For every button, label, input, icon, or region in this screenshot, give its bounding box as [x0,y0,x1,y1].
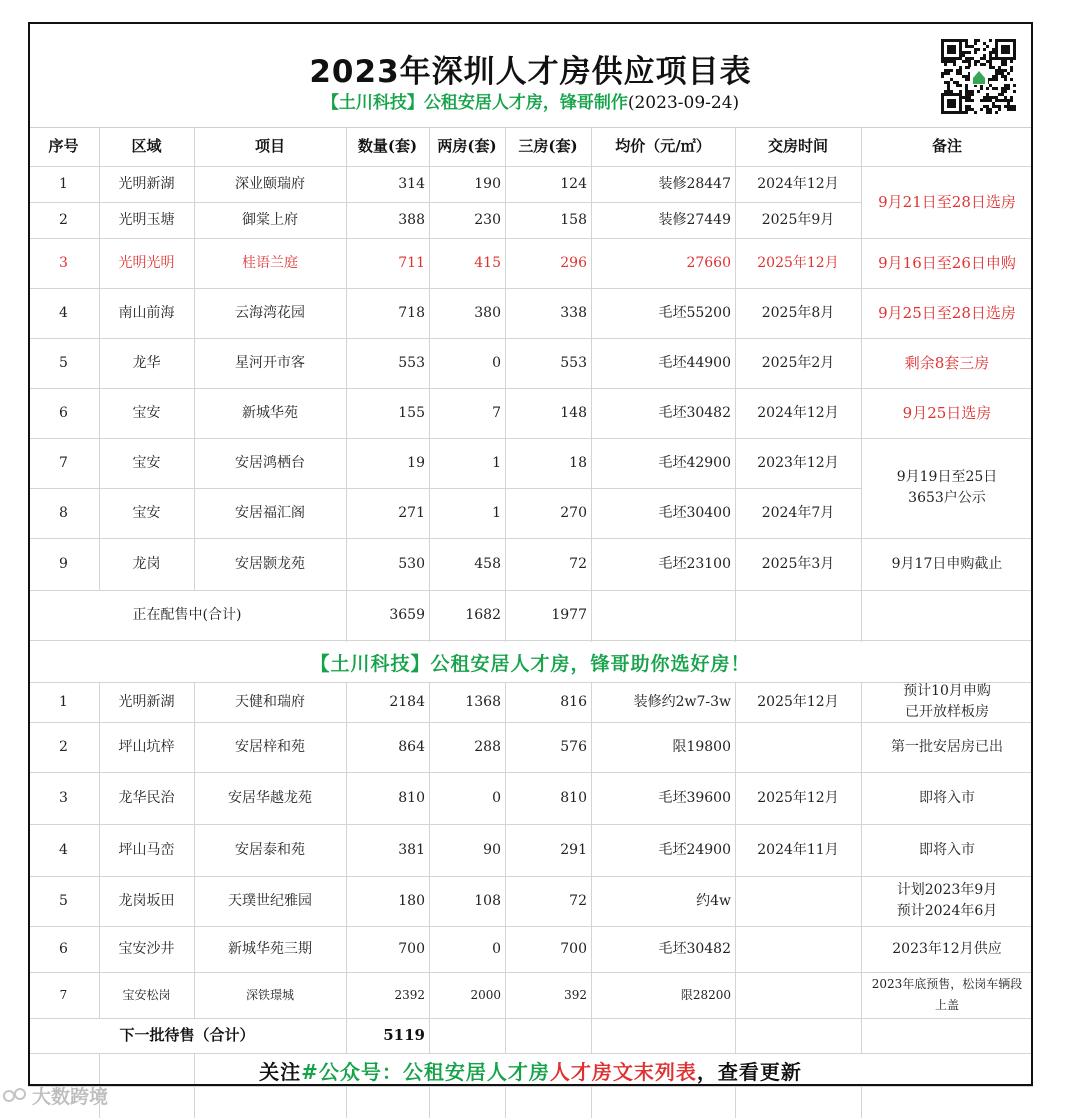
upcoming-row-4-area: 坪山马峦 [118,841,175,858]
upcoming-row-4-no: 4 [59,841,68,858]
upcoming-row-1-two: 1368 [465,693,501,710]
current-row-7-area: 宝安 [132,454,161,471]
current-row-6-count: 155 [398,404,425,421]
grid-vline [194,1086,195,1118]
grid-hline [28,1086,1033,1087]
upcoming-row-2-area: 坪山坑梓 [118,738,175,755]
watermark-text: 大数跨境 [32,1086,109,1108]
upcoming-row-7-no: 7 [59,987,68,1002]
current-row-8-project: 安居福汇阁 [235,504,305,521]
current-row-1-count: 314 [398,175,425,192]
upcoming-row-6-two: 0 [492,940,501,957]
upcoming-row-3-delivery: 2025年12月 [757,789,839,806]
note-row-3: 9月16日至26日申购 [878,253,1016,272]
current-row-9-two: 458 [474,555,501,572]
current-row-6-delivery: 2024年12月 [757,404,839,421]
upcoming-row-1-project: 天健和瑞府 [235,693,305,710]
upcoming-row-5-project: 天璞世纪雅园 [228,892,312,909]
upcoming-row-4-delivery: 2024年11月 [757,841,839,858]
upcoming-row-1-no: 1 [59,693,68,710]
current-total-two: 1682 [465,606,501,623]
current-row-2-three: 158 [560,211,587,228]
header-col-area: 区域 [131,137,162,155]
current-row-1-delivery: 2024年12月 [757,175,839,192]
current-row-5-two: 0 [492,354,501,371]
upcoming-row-7-project: 深铁璟城 [245,987,294,1002]
header-col-count: 数量(套) [357,137,418,155]
upcoming-row-2-two: 288 [474,738,501,755]
current-row-6-two: 7 [492,404,501,421]
header-col-price: 均价（元/㎡） [615,137,711,155]
current-row-9-area: 龙岗 [132,555,161,572]
upcoming-row-2-price: 限19800 [672,738,731,755]
upcoming-row-1-count: 2184 [389,693,425,710]
note-line: 9月19日至25日 [896,469,998,485]
current-row-7-project: 安居鸿栖台 [235,454,305,471]
upcoming-row-6-project: 新城华苑三期 [228,940,312,957]
upcoming-row-3-three: 810 [560,789,587,806]
upcoming-row-6-note: 2023年12月供应 [892,940,1002,957]
upcoming-row-6-no: 6 [59,940,68,957]
footer-account: #公众号：公租安居人才房 [301,1059,550,1084]
footer-part-1: 关注 [259,1059,302,1084]
current-row-1-price: 装修28447 [658,175,731,192]
upcoming-row-3-note: 即将入市 [919,789,975,806]
upcoming-total-label: 下一批待售（合计） [119,1026,255,1044]
current-row-3-project: 桂语兰庭 [242,254,298,271]
upcoming-row-2-project: 安居梓和苑 [235,738,305,755]
upcoming-row-7-area: 宝安松岗 [122,987,171,1002]
current-row-2-project: 御棠上府 [242,211,298,228]
footer-part-4: ，查看更新 [696,1059,802,1084]
spreadsheet [28,22,1033,1118]
current-row-9-project: 安居颢龙苑 [235,555,305,572]
note-line: 计划2023年9月 [896,882,998,898]
current-row-1-three: 124 [560,175,587,192]
upcoming-row-5-two: 108 [474,892,501,909]
current-row-6-price: 毛坯30482 [658,404,731,421]
current-row-4-two: 380 [474,304,501,321]
current-row-7-price: 毛坯42900 [658,454,731,471]
current-total-three: 1977 [551,606,587,623]
current-row-8-two: 1 [492,504,501,521]
upcoming-row-1-area: 光明新湖 [118,693,175,710]
grid-vline [346,1086,347,1118]
current-row-2-delivery: 2025年9月 [761,211,835,228]
current-total-label: 正在配售中(合计) [132,606,242,623]
current-row-6-no: 6 [59,404,68,421]
upcoming-row-7-count: 2392 [394,987,425,1002]
current-row-8-no: 8 [59,504,68,521]
header-col-no: 序号 [48,137,79,155]
header-col-note: 备注 [931,137,962,155]
upcoming-row-3-no: 3 [59,789,68,806]
promo-banner: 【土川科技】公租安居人才房，锋哥助你选好房！ [310,652,751,675]
note-row-4: 9月25日至28日选房 [878,303,1016,322]
note-line: 已开放样板房 [905,704,989,720]
upcoming-row-4-note: 即将入市 [919,841,975,858]
current-row-6-three: 148 [560,404,587,421]
note-line: 预计10月申购 [903,683,991,699]
upcoming-row-6-count: 700 [398,940,425,957]
current-row-9-price: 毛坯23100 [658,555,731,572]
upcoming-row-3-price: 毛坯39600 [658,789,731,806]
current-row-3-delivery: 2025年12月 [757,254,839,271]
upcoming-row-1-three: 816 [560,693,587,710]
current-row-4-price: 毛坯55200 [658,304,731,321]
upcoming-row-4-project: 安居泰和苑 [235,841,305,858]
upcoming-row-3-count: 810 [398,789,425,806]
current-row-2-two: 230 [474,211,501,228]
current-row-8-delivery: 2024年7月 [761,504,835,521]
current-row-1-two: 190 [474,175,501,192]
note-row-5: 剩余8套三房 [904,353,990,372]
current-row-8-area: 宝安 [132,504,161,521]
current-row-4-no: 4 [59,304,68,321]
grid-vline [735,1086,736,1118]
grid-vline [591,1086,592,1118]
current-row-3-no: 3 [59,254,68,271]
current-row-4-three: 338 [560,304,587,321]
current-row-9-count: 530 [398,555,425,572]
current-row-8-three: 270 [560,504,587,521]
upcoming-total-count: 5119 [383,1026,425,1044]
current-total-count: 3659 [389,606,425,623]
upcoming-row-2-no: 2 [59,738,68,755]
upcoming-row-7-price: 限28200 [680,987,731,1002]
watermark-logo-icon [2,1086,28,1106]
current-row-5-no: 5 [59,354,68,371]
upcoming-row-2-count: 864 [398,738,425,755]
note-line: 预计2024年6月 [896,903,998,919]
current-row-2-no: 2 [59,211,68,228]
current-row-3-count: 711 [398,254,425,271]
current-row-3-price: 27660 [686,254,731,271]
current-row-7-delivery: 2023年12月 [757,454,839,471]
upcoming-row-2-note: 第一批安居房已出 [891,738,1003,755]
current-row-2-price: 装修27449 [658,211,731,228]
grid-vline [861,1086,862,1118]
current-row-1-no: 1 [59,175,68,192]
current-row-3-three: 296 [560,254,587,271]
current-row-9-three: 72 [569,555,587,572]
footer-list: 人才房文末列表 [549,1059,697,1084]
upcoming-row-5-price: 约4w [696,892,731,909]
upcoming-row-1-delivery: 2025年12月 [757,693,839,710]
current-row-4-project: 云海湾花园 [235,304,305,321]
header-col-two: 两房(套) [437,137,497,155]
upcoming-row-2-three: 576 [560,738,587,755]
upcoming-row-3-two: 0 [492,789,501,806]
current-row-5-price: 毛坯44900 [658,354,731,371]
current-row-5-three: 553 [560,354,587,371]
current-row-2-count: 388 [398,211,425,228]
current-row-8-price: 毛坯30400 [658,504,731,521]
upcoming-row-6-three: 700 [560,940,587,957]
current-row-6-project: 新城华苑 [242,404,298,421]
note-row-6: 9月25日选房 [902,403,992,422]
upcoming-row-3-area: 龙华民治 [118,789,175,806]
upcoming-row-5-no: 5 [59,892,68,909]
page-title: 2023年深圳人才房供应项目表 [309,54,752,90]
note-line: 2023年底预售，松岗车辆段 [871,977,1023,991]
current-row-1-project: 深业颐瑞府 [235,175,305,192]
note-row-9: 9月17日申购截止 [891,555,1003,572]
current-row-9-no: 9 [59,555,68,572]
upcoming-row-4-price: 毛坯24900 [658,841,731,858]
current-row-3-two: 415 [474,254,501,271]
upcoming-row-4-count: 381 [398,841,425,858]
upcoming-row-5-three: 72 [569,892,587,909]
subtitle-date: (2023-09-24) [627,93,740,113]
current-row-5-area: 龙华 [132,354,161,371]
upcoming-row-1-price: 装修约2w7-3w [633,693,731,710]
current-row-5-delivery: 2025年2月 [761,354,835,371]
current-row-2-area: 光明玉塘 [118,211,175,228]
current-row-5-project: 星河开市客 [235,354,305,371]
upcoming-row-3-project: 安居华越龙苑 [228,789,312,806]
current-row-4-area: 南山前海 [118,304,175,321]
upcoming-row-6-area: 宝安沙井 [118,940,175,957]
current-row-6-area: 宝安 [132,404,161,421]
upcoming-row-4-two: 90 [483,841,501,858]
table-frame [28,22,1033,1086]
subtitle-brand: 【土川科技】公租安居人才房，锋哥制作 [321,93,628,113]
grid-vline [505,1086,506,1118]
upcoming-row-5-area: 龙岗坂田 [118,892,175,909]
upcoming-row-5-count: 180 [398,892,425,909]
current-row-7-two: 1 [492,454,501,471]
upcoming-row-4-three: 291 [560,841,587,858]
current-row-4-count: 718 [398,304,425,321]
current-row-5-count: 553 [398,354,425,371]
header-col-delivery: 交房时间 [767,137,828,155]
current-row-9-delivery: 2025年3月 [761,555,835,572]
upcoming-row-7-three: 392 [564,987,587,1002]
watermark [2,1082,108,1109]
current-row-8-count: 271 [398,504,425,521]
header-col-project: 项目 [254,137,285,155]
note-merged-1-2: 9月21日至28日选房 [878,192,1016,211]
upcoming-row-7-two: 2000 [470,987,501,1002]
grid-vline [429,1086,430,1118]
note-line: 上盖 [934,998,959,1012]
upcoming-row-6-price: 毛坯30482 [658,940,731,957]
current-row-7-no: 7 [59,454,68,471]
current-row-1-area: 光明新湖 [118,175,175,192]
header-col-three: 三房(套) [518,137,578,155]
current-row-3-area: 光明光明 [118,254,175,271]
current-row-4-delivery: 2025年8月 [761,304,835,321]
note-line: 3653户公示 [908,490,986,506]
current-row-7-three: 18 [569,454,587,471]
current-row-7-count: 19 [407,454,425,471]
